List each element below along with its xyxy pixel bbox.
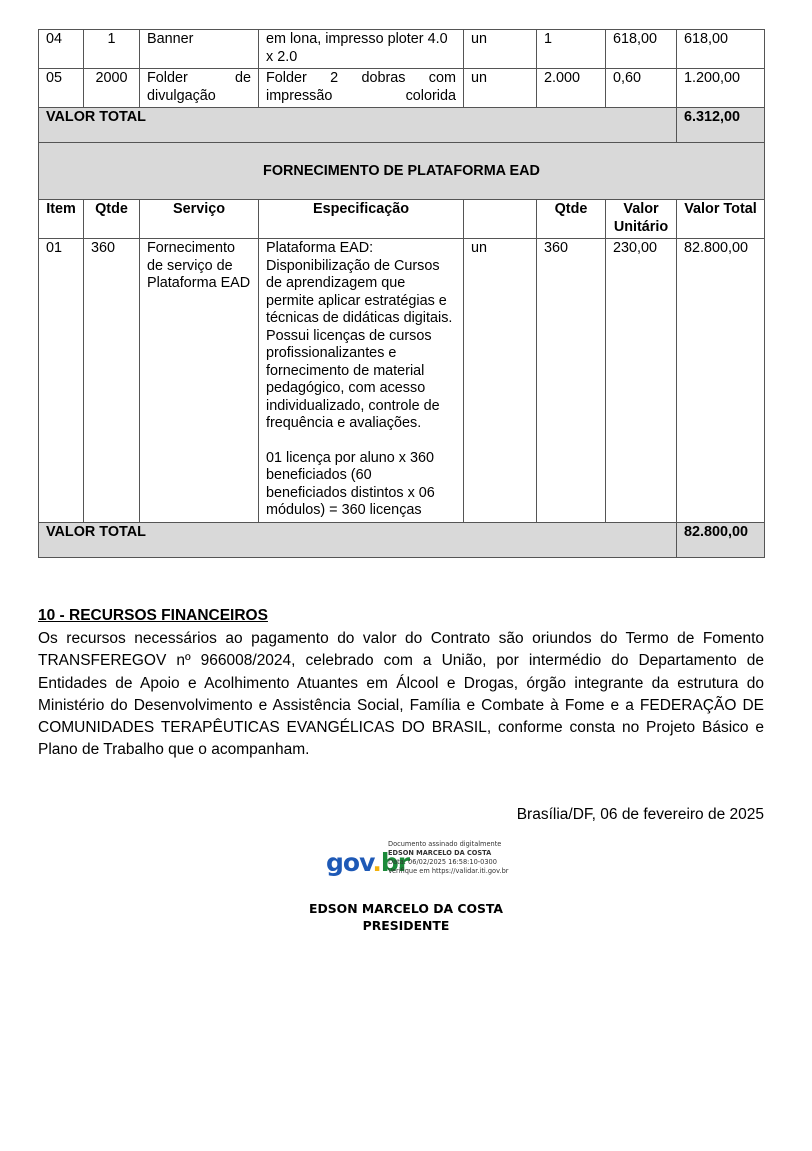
cell-servico: Banner: [140, 30, 259, 69]
header-especificacao: Especificação: [259, 200, 464, 239]
cell-qtde: 2000: [84, 69, 140, 108]
total-value: 6.312,00: [677, 108, 765, 143]
stamp-name: EDSON MARCELO DA COSTA: [388, 849, 492, 857]
cell-valor-total: 618,00: [677, 30, 765, 69]
table-row: [39, 239, 765, 523]
signer-role: PRESIDENTE: [362, 918, 450, 933]
header-item: Item: [39, 200, 84, 239]
logo-br: br: [380, 848, 410, 877]
logo-gov: gov: [326, 848, 373, 877]
stamp-verify: Verifique em https://validar.iti.gov.br: [388, 867, 509, 875]
total-label: VALOR TOTAL: [39, 522, 677, 557]
cell-qtde: 360: [84, 239, 140, 523]
table-row: [39, 69, 765, 108]
logo-dot: .: [372, 848, 381, 877]
cell-qtde: 1: [84, 30, 140, 69]
total-row: [39, 108, 765, 143]
cell-unidade: un: [464, 30, 537, 69]
header-unidade: [464, 200, 537, 239]
cell-servico: Folder de divulgação: [140, 69, 259, 108]
header-servico: Serviço: [140, 200, 259, 239]
cell-servico: Fornecimento de serviço de Plataforma EAD: [140, 239, 259, 523]
total-row: [39, 522, 765, 557]
signer-block: [0, 900, 812, 934]
stamp-line: Documento assinado digitalmente: [388, 840, 502, 848]
especificacao-paragraph: 01 licença por aluno x 360 beneficiados (60 beneficiados distintos x 06 módulos) = 360 licenças: [266, 449, 435, 518]
cell-item: 04: [39, 30, 84, 69]
table-row: [39, 30, 765, 69]
cell-especificacao: Folder 2 dobras com impressão colorida: [259, 69, 464, 108]
cell-especificacao: em lona, impresso ploter 4.0 x 2.0: [259, 30, 464, 69]
header-row: [39, 200, 765, 239]
cell-valor-unitario: 230,00: [606, 239, 677, 523]
cell-valor-unitario: 0,60: [606, 69, 677, 108]
header-valor-unitario: Valor Unitário: [606, 200, 677, 239]
cell-valor-total: 1.200,00: [677, 69, 765, 108]
header-qtde: Qtde: [84, 200, 140, 239]
section-paragraph: Os recursos necessários ao pagamento do valor do Contrato são oriundos do Termo de Fomento TRANSFEREGOV nº 966008/2024, celebrado com a União, por intermédio do Departamento de Entidades de Apoio e Acolhimento Atuantes em Álcool e Drogas, órgão integrante da estrutura do Ministério do Desenvolvimento e Assistência Social, Família e Combate à Fome e a FEDERAÇÃO DE COMUNIDADES TERAPÊUTICAS EVANGÉLICAS DO BRASIL, conforme consta no Projeto Básico e Plano de Trabalho que o acompanham.: [38, 630, 764, 759]
cell-valor-unitario: 618,00: [606, 30, 677, 69]
budget-table: [38, 29, 765, 558]
section-title: FORNECIMENTO DE PLATAFORMA EAD: [39, 143, 765, 200]
cell-valor-total: 82.800,00: [677, 239, 765, 523]
digital-signature-stamp: [388, 840, 508, 876]
header-qtde2: Qtde: [537, 200, 606, 239]
cell-especificacao: [259, 239, 464, 523]
total-value: 82.800,00: [677, 522, 765, 557]
cell-unidade: un: [464, 239, 537, 523]
cell-item: 01: [39, 239, 84, 523]
especificacao-paragraph: Plataforma EAD: Disponibilização de Cursos de aprendizagem que permite aplicar estratégias e técnicas de didáticas digitais. Possui licenças de cursos profissionalizantes e fornecimento de material pedagógico, com acesso individualizado, controle de frequência e avaliações.: [266, 240, 453, 431]
section-heading: 10 - RECURSOS FINANCEIROS: [38, 607, 268, 624]
stamp-date: Data: 06/02/2025 16:58:10-0300: [388, 858, 497, 866]
signer-name: EDSON MARCELO DA COSTA: [308, 901, 504, 916]
cell-unidade: un: [464, 69, 537, 108]
cell-qtde2: 2.000: [537, 69, 606, 108]
header-valor-total: Valor Total: [677, 200, 765, 239]
total-label: VALOR TOTAL: [39, 108, 677, 143]
date-line: Brasília/DF, 06 de fevereiro de 2025: [516, 806, 764, 823]
section-row: [39, 143, 765, 200]
cell-item: 05: [39, 69, 84, 108]
cell-qtde2: 360: [537, 239, 606, 523]
cell-qtde2: 1: [537, 30, 606, 69]
